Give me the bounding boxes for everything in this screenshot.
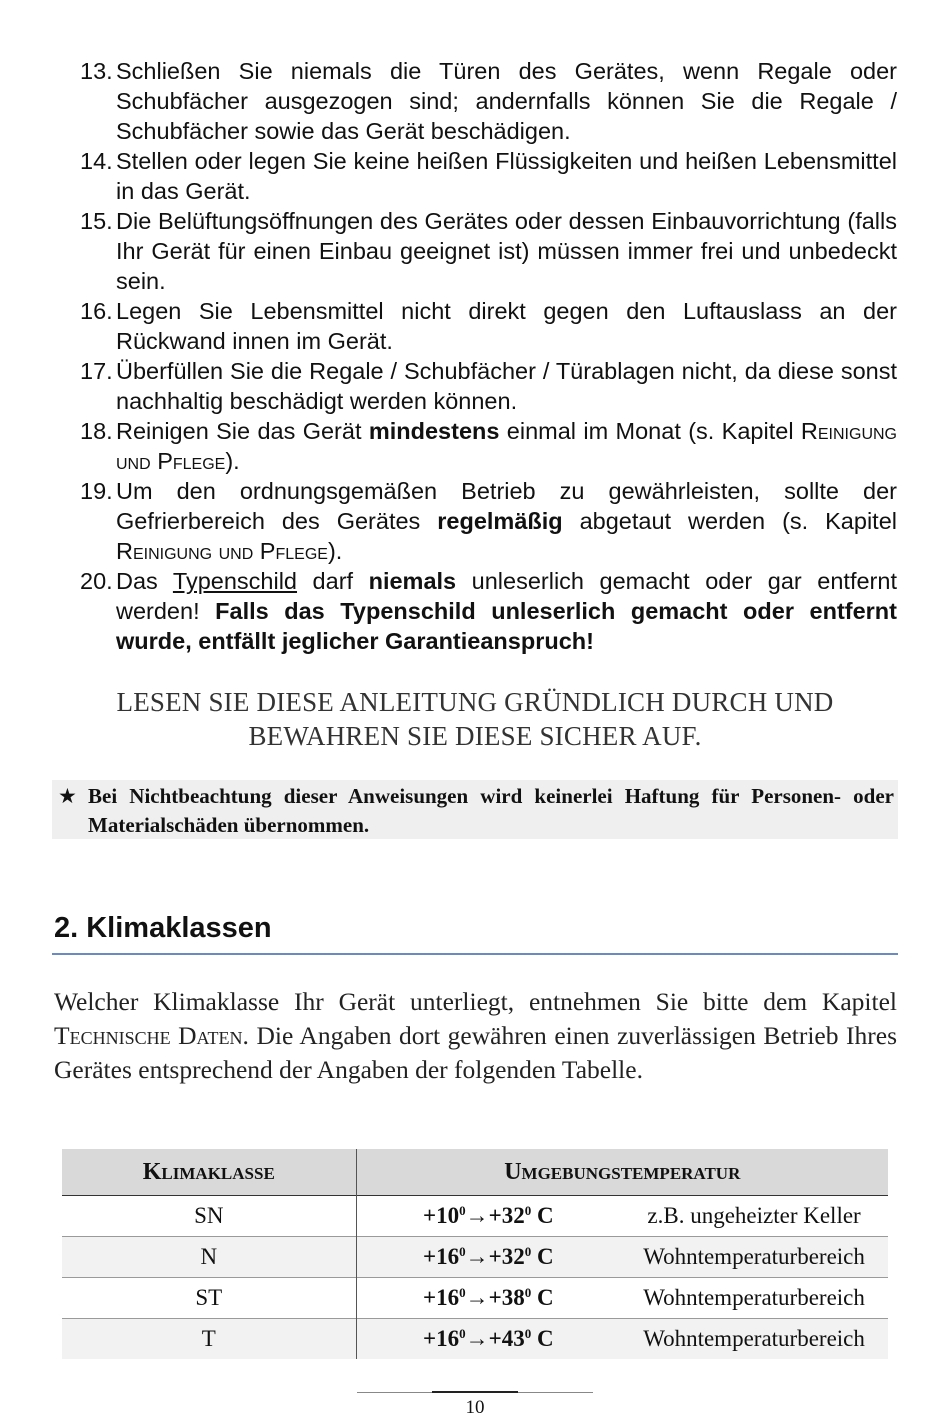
table-row: [62, 1278, 888, 1319]
text-run: einmal im Monat (s. Kapitel: [499, 418, 801, 444]
range-high: +38: [488, 1285, 525, 1310]
arrow-icon: →: [465, 1203, 489, 1228]
bold-warning-text: Falls das Typenschild unleserlich gemacht oder entfernt wurde, entfällt jeglicher Garantieanspruch!: [116, 598, 897, 654]
unit: C: [531, 1203, 554, 1228]
star-icon: ★: [58, 784, 77, 808]
item-number: 15.: [80, 208, 113, 234]
list-item: [80, 296, 897, 356]
climate-class-cell: T: [62, 1319, 356, 1360]
item-number: 14.: [80, 148, 113, 174]
safety-instructions-list: [80, 56, 897, 656]
list-item: [80, 416, 897, 476]
description-cell: Wohntemperaturbereich: [620, 1278, 888, 1319]
chapter-reference: Reinigung und Pflege: [116, 538, 328, 564]
text-run: Das: [116, 568, 173, 594]
climate-class-cell: ST: [62, 1278, 356, 1319]
section-paragraph: [54, 985, 897, 1087]
list-item: [80, 476, 897, 566]
climate-class-cell: N: [62, 1237, 356, 1278]
read-instructions-notice: [60, 685, 890, 753]
bold-text: regelmäßig: [437, 508, 563, 534]
item-number: 18.: [80, 418, 113, 444]
arrow-icon: →: [465, 1244, 489, 1269]
degree-mark: 0: [524, 1203, 532, 1218]
list-item: [80, 146, 897, 206]
degree-mark: 0: [459, 1326, 466, 1341]
range-low: +16: [423, 1285, 460, 1310]
bold-text: niemals: [368, 568, 457, 594]
chapter-reference: Technische Daten: [54, 1021, 243, 1050]
arrow-icon: →: [465, 1326, 489, 1351]
list-item: [80, 206, 897, 296]
text-run: Um den ordnungsgemäßen Betrieb zu gewährleisten, sollte der Gefrierbereich des Gerätes: [116, 478, 897, 534]
chapter-reference: Reinigung und Pflege: [116, 418, 897, 474]
list-item: [80, 356, 897, 416]
text-run: abgetaut werden (s. Kapitel: [562, 508, 897, 534]
climate-class-cell: SN: [62, 1196, 356, 1237]
range-high: +32: [488, 1244, 525, 1269]
item-text: [116, 566, 897, 656]
item-number: 16.: [80, 298, 113, 324]
item-text: Überfüllen Sie die Regale / Schubfächer / Türablagen nicht, da diese sonst nachhaltig beschädigt werden können.: [116, 358, 897, 414]
list-item: [80, 566, 897, 656]
temperature-range-cell: [356, 1196, 620, 1237]
page-number: 10: [465, 1397, 485, 1418]
range-low: +16: [423, 1244, 460, 1269]
degree-mark: 0: [524, 1285, 532, 1300]
unit: C: [531, 1244, 554, 1269]
liability-warning-text: Bei Nichtbeachtung dieser Anweisungen wird keinerlei Haftung für Personen- oder Materialschäden übernommen.: [88, 784, 894, 837]
climate-class-table: [62, 1149, 888, 1359]
text-run: unleserlich gemacht oder gar entfernt werden!: [116, 568, 897, 624]
text-run: ).: [225, 448, 240, 474]
item-text: Stellen oder legen Sie keine heißen Flüssigkeiten und heißen Lebensmittel in das Gerät.: [116, 148, 897, 204]
section-heading: 2. Klimaklassen: [54, 912, 272, 944]
list-item: [80, 56, 897, 146]
range-low: +16: [423, 1326, 460, 1351]
column-header-klimaklasse: Klimaklasse: [62, 1149, 356, 1196]
text-run: Welcher Klimaklasse Ihr Gerät unterliegt, entnehmen Sie bitte dem Kapitel: [54, 987, 897, 1016]
temperature-range-cell: [356, 1237, 620, 1278]
text-run: . Die Angaben dort gewähren einen zuverlässigen Betrieb Ihres Gerätes entsprechend der Angaben der folgenden Tabelle.: [54, 1021, 897, 1084]
temperature-range-cell: [356, 1278, 620, 1319]
liability-warning-box: [52, 780, 898, 839]
table-row: [62, 1237, 888, 1278]
heading-divider: [52, 953, 898, 955]
item-text: Legen Sie Lebensmittel nicht direkt gegen den Luftauslass an der Rückwand innen im Gerät.: [116, 298, 897, 354]
description-cell: z.B. ungeheizter Keller: [620, 1196, 888, 1237]
notice-line: BEWAHREN SIE DIESE SICHER AUF.: [248, 721, 702, 751]
degree-mark: 0: [459, 1203, 466, 1218]
item-text: [116, 416, 897, 476]
degree-mark: 0: [524, 1244, 532, 1259]
unit: C: [531, 1326, 554, 1351]
item-number: 20.: [80, 568, 113, 594]
degree-mark: 0: [459, 1285, 466, 1300]
item-text: Schließen Sie niemals die Türen des Gerätes, wenn Regale oder Schubfächer ausgezogen sind; andernfalls können Sie die Regale / Schubfächer sowie das Gerät beschädigen.: [116, 58, 897, 144]
description-cell: Wohntemperaturbereich: [620, 1237, 888, 1278]
arrow-icon: →: [465, 1285, 489, 1310]
degree-mark: 0: [524, 1326, 532, 1341]
item-number: 13.: [80, 58, 113, 84]
range-low: +10: [423, 1203, 460, 1228]
table-row: [62, 1196, 888, 1237]
item-number: 17.: [80, 358, 113, 384]
range-high: +43: [488, 1326, 525, 1351]
text-run: Reinigen Sie das Gerät: [116, 418, 369, 444]
notice-line: LESEN SIE DIESE ANLEITUNG GRÜNDLICH DURCH UND: [116, 687, 834, 717]
description-cell: Wohntemperaturbereich: [620, 1319, 888, 1360]
item-text: [116, 476, 897, 566]
text-run: ).: [327, 538, 343, 564]
table-row: [62, 1319, 888, 1360]
bold-text: mindestens: [368, 418, 500, 444]
item-text: Die Belüftungsöffnungen des Gerätes oder dessen Einbauvorrichtung (falls Ihr Gerät für einen Einbau geeignet ist) müssen immer frei und unbedeckt sein.: [116, 208, 897, 294]
column-header-umgebungstemperatur: Umgebungstemperatur: [356, 1149, 888, 1196]
text-run: darf: [297, 568, 369, 594]
underlined-text: Typenschild: [172, 568, 298, 594]
temperature-range-cell: [356, 1319, 620, 1360]
degree-mark: 0: [459, 1244, 466, 1259]
table-header-row: [62, 1149, 888, 1196]
unit: C: [531, 1285, 554, 1310]
range-high: +32: [488, 1203, 525, 1228]
item-number: 19.: [80, 478, 113, 504]
footer-rule-accent: [432, 1391, 518, 1393]
